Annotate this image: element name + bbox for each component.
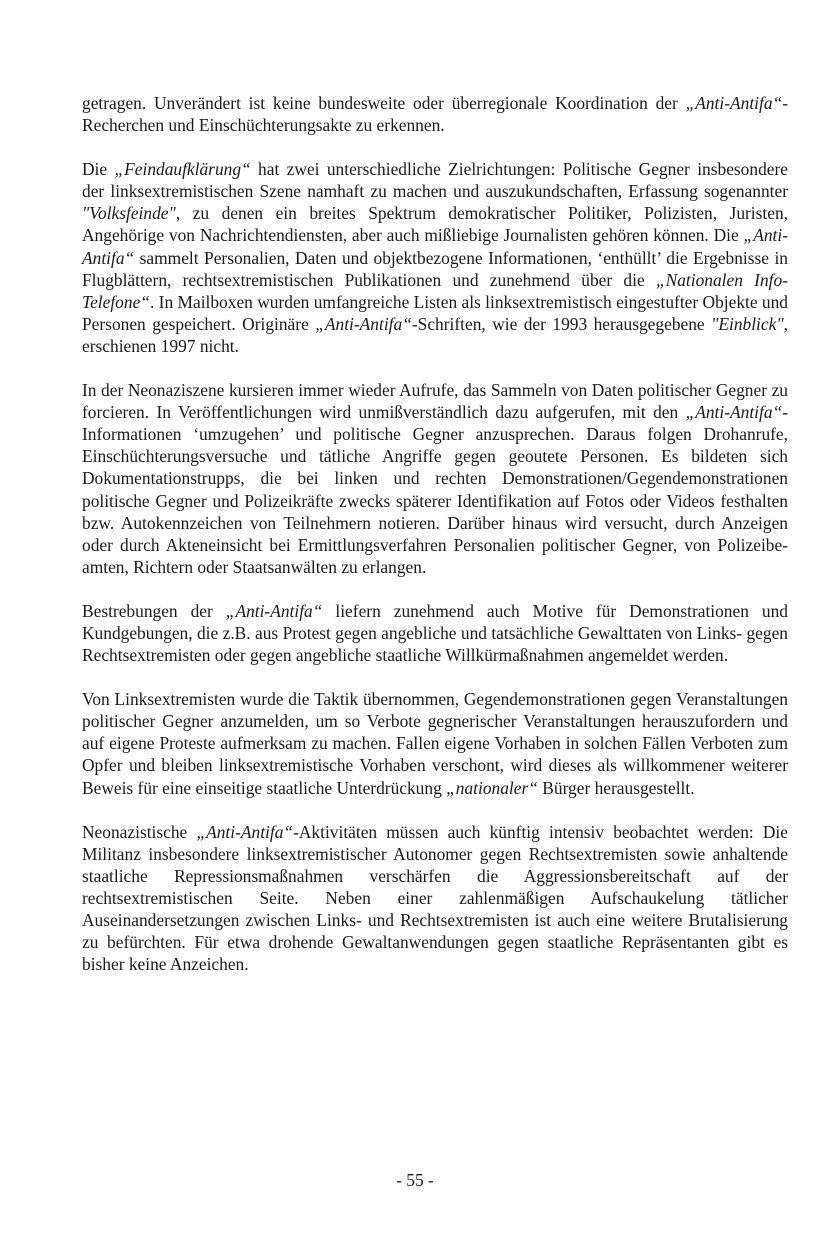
italic-term: „Anti-Antifa“ — [685, 93, 783, 113]
paragraph-6 — [82, 821, 788, 976]
italic-term: „Feindaufklärung“ — [114, 159, 251, 180]
paragraph-1 — [82, 92, 788, 136]
italic-term: „Anti-Antifa“ — [315, 313, 412, 334]
text-run: getragen. Unverändert ist keine bundesweite oder überregionale Koordination der — [82, 93, 686, 113]
text-run: -Informationen ‘umzugehen’ und politische Gegner anzusprechen. Daraus folgen Drohanrufe, Einschüchterungsversuche und tätliche Angriffe gegen geoutete Personen. Es bildeten sich Dokumentationstrupps, die bei linken und rechten Demonstrationen/Gegendemonstrationen politische Gegner und Polizeikräfte zwecks späterer Identifikation auf Fotos oder Videos festhalten bzw. Autokennzeichen von Teilnehmern notieren. Darüber hinaus wird versucht, durch Anzeigen oder durch Akteneinsicht bei Ermittlungsverfahren Personalien politischer Gegner, von Polizeibeamten, Richtern oder Staatsanwälten zu erlangen. — [82, 402, 788, 577]
text-run: -Schriften, wie der 1993 herausgegebene — [411, 313, 712, 334]
text-run: , zu denen ein breites Spektrum demokratischer Politiker, Polizisten, Juristen, Angehörige von Nachrichtendiensten, aber auch mißliebige Journalisten gehören können. Die — [82, 203, 788, 246]
paragraph-3 — [82, 379, 788, 578]
text-run: -Aktivitäten müssen auch künftig intensiv beobachtet werden: Die Militanz insbesondere linksextremistischer Autonomer gegen Rechtsextremisten sowie anhaltende staatliche Repressionsmaßnahmen verschärfen die Aggressionsbereitschaft auf der rechtsextremistischen Seite. Neben einer zahlenmäßigen Aufschaukelung tätlicher Auseinandersetzungen zwischen Links- und Rechtsextremisten ist auch eine weitere Brutalisierung zu befürchten. Für etwa drohende Gewaltanwendungen gegen staatliche Repräsentanten gibt es bisher keine Anzeichen. — [82, 821, 788, 975]
italic-term: "Volksfeinde" — [82, 203, 176, 224]
text-run: , erschienen 1997 nicht. — [82, 313, 788, 356]
text-run: -Recherchen und Einschüchterungsakte zu erkennen. — [82, 93, 788, 136]
text-run: . In Mailboxen wurden umfangreiche Listen als linksextremistisch eingestufter Objekte und Personen gespeichert. Originäre — [82, 291, 788, 334]
paragraph-4 — [82, 600, 788, 666]
text-run: In der Neonaziszene kursieren immer wieder Aufrufe, das Sammeln von Daten politischer Gegner zu forcieren. In Veröffentlichungen wird unmißverständlich dazu aufgerufen, mit den — [82, 380, 788, 423]
italic-term: "Einblick" — [711, 313, 784, 334]
italic-term: „Anti-Antifa“ — [225, 600, 323, 621]
text-run: Bestrebungen der — [82, 600, 226, 621]
text-run: Von Linksextremisten wurde die Taktik übernommen, Gegendemonstrationen gegen Veranstaltungen politischer Gegner anzumelden, um so Verbote gegnerischer Veranstaltungen herauszufordern und auf eigene Proteste aufmerksam zu machen. Fallen eigene Vorhaben in solchen Fällen Verboten zum Opfer und bleiben linksextremistische Vorhaben verschont, wird dieses als willkommener weiterer Beweis für eine einseitige staatliche Unterdrückung — [82, 689, 788, 798]
text-run: hat zwei unterschiedliche Zielrichtungen: Politische Gegner insbesondere der linksextremistischen Szene namhaft zu machen und auszukundschaften, Erfassung sogenannter — [82, 159, 788, 202]
text-run: Bürger herausgestellt. — [537, 777, 695, 798]
italic-term: „Anti-Antifa“ — [685, 402, 783, 423]
paragraph-2 — [82, 158, 788, 357]
text-run: liefern zunehmend auch Motive für Demonstrationen und Kundgebungen, die z.B. aus Protest gegen angebliche und tatsächliche Gewalttaten von Links- gegen Rechtsextremisten oder gegen angebliche staatliche Willkürmaßnahmen angemeldet werden. — [82, 600, 788, 666]
italic-term: „Anti-Antifa“ — [82, 225, 788, 268]
paragraph-5 — [82, 688, 788, 798]
body-text — [82, 92, 788, 975]
text-run: sammelt Personalien, Daten und objektbezogene Informationen, ‘enthüllt’ die Ergebnisse in Flugblättern, rechtsextremistischen Publikationen und zunehmend über die — [82, 247, 788, 290]
italic-term: „Anti-Antifa“ — [196, 821, 294, 842]
text-run: Die — [82, 159, 115, 180]
italic-term: „nationaler“ — [446, 777, 538, 798]
italic-term: „Nationalen Info-Telefone“ — [82, 269, 788, 312]
text-run: Neonazistische — [82, 821, 197, 842]
page-number: - 55 - — [396, 1170, 434, 1190]
